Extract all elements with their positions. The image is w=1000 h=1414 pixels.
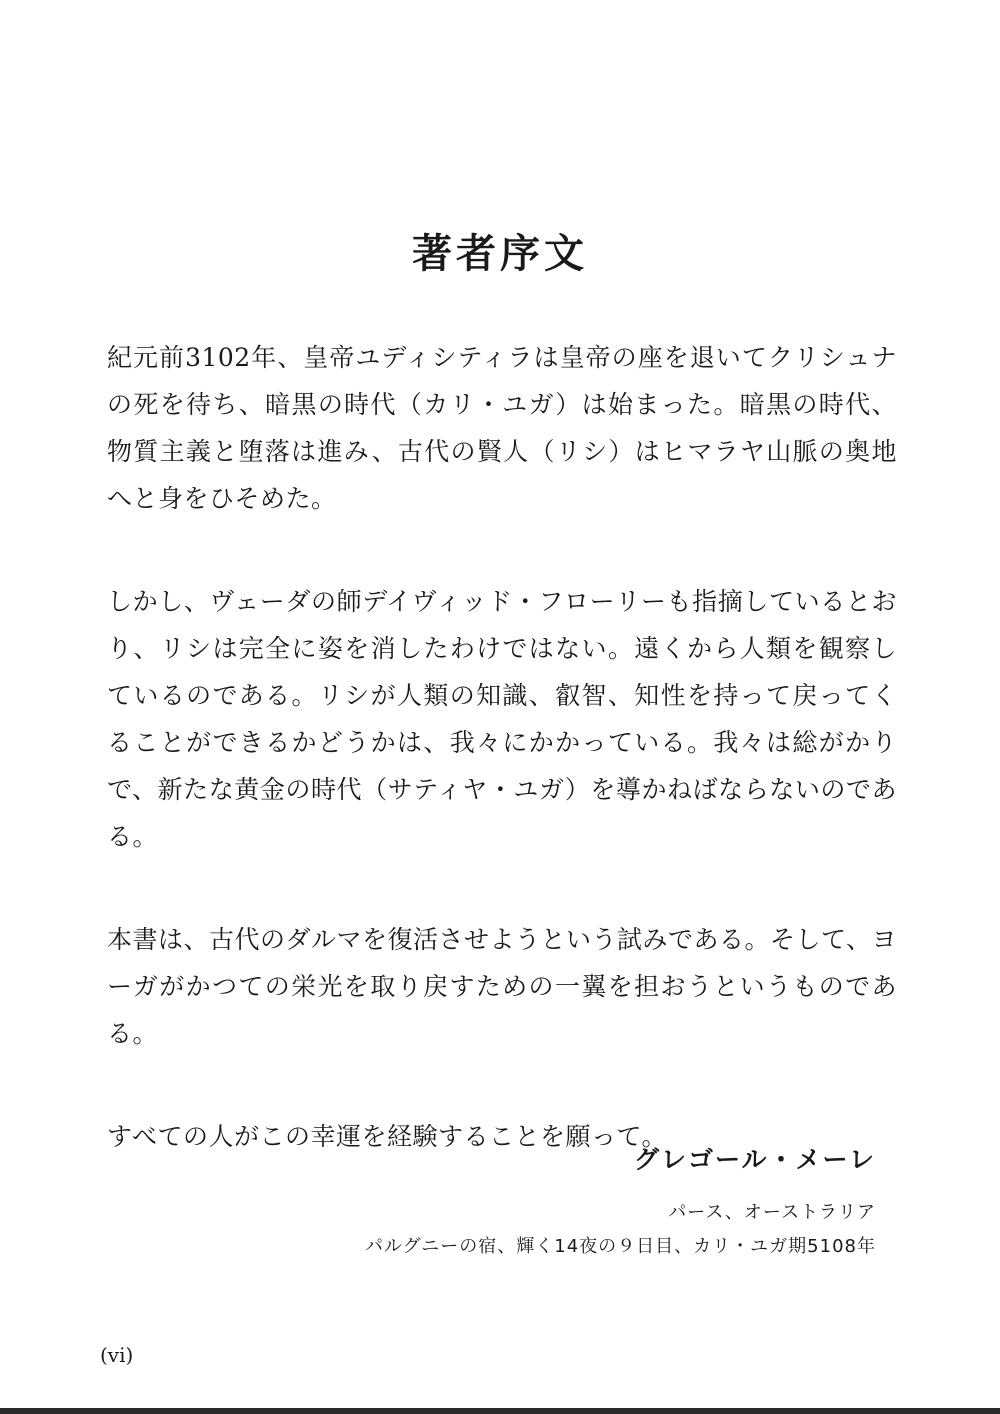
- page-title: 著者序文: [412, 230, 588, 277]
- page-number: (vi): [100, 1343, 134, 1367]
- signature-place: パース、オーストラリア: [668, 1202, 876, 1223]
- bottom-border: [0, 1408, 1000, 1414]
- paragraph-4: すべての人がこの幸運を経験することを願って。: [107, 1122, 668, 1151]
- paragraph-3: 本書は、古代のダルマを復活させようという試みである。そして、ヨーガがかつての栄光を取り戻すための一翼を担おうというものである。: [107, 925, 898, 1048]
- signature-date: パルグニーの宿、輝く14夜の９日目、カリ・ユガ期5108年: [365, 1236, 876, 1257]
- paragraph-2: しかし、ヴェーダの師デイヴィッド・フローリーも指摘しているとおり、リシは完全に姿を消したわけではない。遠くから人類を観察しているのである。リシが人類の知識、叡智、知性を持って戻ってくることができるかどうかは、我々にかかっている。我々は総がかりで、新たな黄金の時代（サティヤ・ユガ）を導かねばならないのである。: [107, 587, 897, 851]
- paragraph-1: 紀元前3102年、皇帝ユディシティラは皇帝の座を退いてクリシュナの死を待ち、暗黒の時代（カリ・ユガ）は始まった。暗黒の時代、物質主義と堕落は進み、古代の賢人（リシ）はヒマラヤ山脈の奥地へと身をひそめた。: [107, 343, 897, 513]
- author-signature: グレゴール・メーレ: [633, 1145, 876, 1174]
- preface-body: [107, 334, 897, 1216]
